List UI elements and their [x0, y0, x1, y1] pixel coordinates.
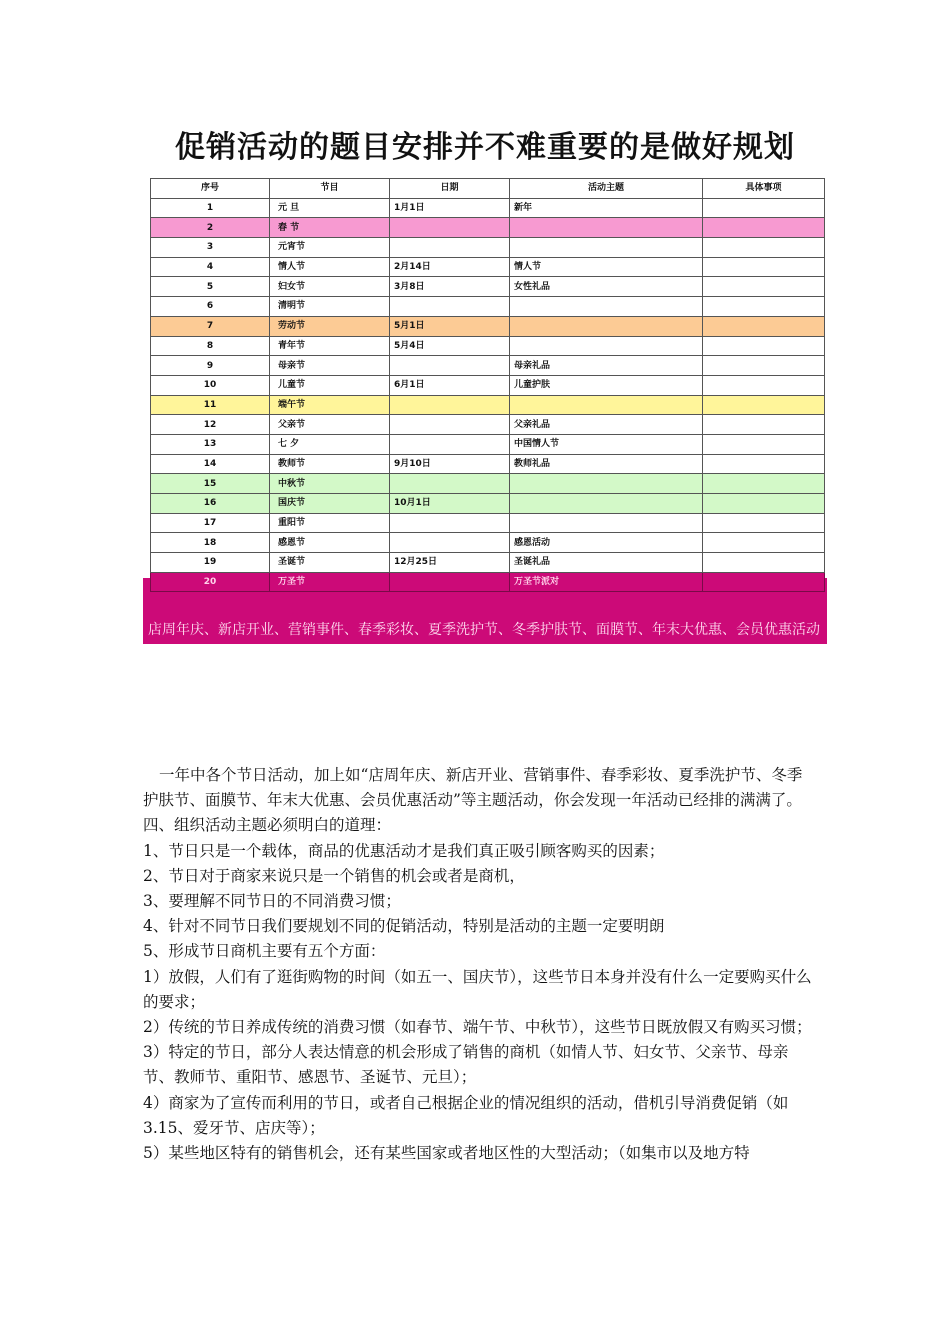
- cell-date: 9月10日: [390, 454, 510, 474]
- cell-note: [703, 513, 825, 533]
- header-no: 序号: [151, 179, 270, 199]
- header-date: 日期: [390, 179, 510, 199]
- table-row: [151, 336, 825, 356]
- subpoint-2: 2）传统的节日养成传统的消费习惯（如春节、端午节、中秋节），这些节日既放假又有购买习惯；: [143, 1018, 812, 1037]
- table-row: [151, 415, 825, 435]
- figure-title: 促销活动的题目安排并不难重要的是做好规划: [175, 130, 795, 165]
- cell-festival: 万圣节: [270, 572, 390, 592]
- cell-festival: 圣诞节: [270, 553, 390, 573]
- cell-no: 6: [151, 297, 270, 317]
- table-row: [151, 218, 825, 238]
- cell-theme: [510, 494, 703, 514]
- cell-no: 15: [151, 474, 270, 494]
- cell-note: [703, 218, 825, 238]
- table-row: [151, 553, 825, 573]
- cell-festival: 春 节: [270, 218, 390, 238]
- cell-note: [703, 297, 825, 317]
- cell-festival: 端午节: [270, 395, 390, 415]
- cell-date: [390, 218, 510, 238]
- cell-date: [390, 356, 510, 376]
- cell-theme: [510, 316, 703, 336]
- cell-no: 12: [151, 415, 270, 435]
- cell-no: 13: [151, 434, 270, 454]
- cell-no: 9: [151, 356, 270, 376]
- subpoint-3: 3）特定的节日，部分人表达情意的机会形成了销售的商机（如情人节、妇女节、父亲节、母亲节、教师节、重阳节、感恩节、圣诞节、元旦）；: [143, 1043, 789, 1087]
- cell-note: [703, 474, 825, 494]
- table-row: [151, 434, 825, 454]
- cell-no: 10: [151, 375, 270, 395]
- cell-note: [703, 572, 825, 592]
- cell-theme: 万圣节派对: [510, 572, 703, 592]
- cell-date: [390, 513, 510, 533]
- cell-festival: 国庆节: [270, 494, 390, 514]
- header-note: 具体事项: [703, 179, 825, 199]
- point-5: 5、形成节日商机主要有五个方面：: [143, 942, 386, 961]
- cell-theme: 中国情人节: [510, 434, 703, 454]
- cell-theme: [510, 513, 703, 533]
- table-row: [151, 277, 825, 297]
- cell-festival: 元 旦: [270, 198, 390, 218]
- point-1: 1、节日只是一个载体，商品的优惠活动才是我们真正吸引顾客购买的因素；: [143, 841, 665, 860]
- cell-date: [390, 572, 510, 592]
- cell-note: [703, 238, 825, 258]
- cell-theme: 儿童护肤: [510, 375, 703, 395]
- cell-theme: [510, 395, 703, 415]
- cell-date: [390, 434, 510, 454]
- cell-note: [703, 533, 825, 553]
- cell-theme: 父亲礼品: [510, 415, 703, 435]
- cell-date: 12月25日: [390, 553, 510, 573]
- cell-festival: 教师节: [270, 454, 390, 474]
- cell-date: [390, 297, 510, 317]
- cell-no: 1: [151, 198, 270, 218]
- cell-no: 4: [151, 257, 270, 277]
- cell-festival: 儿童节: [270, 375, 390, 395]
- cell-theme: 圣诞礼品: [510, 553, 703, 573]
- table-row: [151, 395, 825, 415]
- cell-note: [703, 454, 825, 474]
- cell-note: [703, 198, 825, 218]
- cell-date: 1月1日: [390, 198, 510, 218]
- cell-note: [703, 395, 825, 415]
- cell-festival: 感恩节: [270, 533, 390, 553]
- subpoint-5: 5）某些地区特有的销售机会，还有某些国家或者地区性的大型活动；（如集市以及地方特: [143, 1144, 750, 1163]
- table-row: [151, 297, 825, 317]
- cell-no: 19: [151, 553, 270, 573]
- cell-no: 17: [151, 513, 270, 533]
- cell-no: 16: [151, 494, 270, 514]
- table-row: [151, 316, 825, 336]
- table-row: [151, 198, 825, 218]
- cell-note: [703, 415, 825, 435]
- cell-festival: 元宵节: [270, 238, 390, 258]
- cell-no: 7: [151, 316, 270, 336]
- table-row: [151, 494, 825, 514]
- cell-no: 8: [151, 336, 270, 356]
- cell-theme: 教师礼品: [510, 454, 703, 474]
- cell-date: [390, 415, 510, 435]
- cell-note: [703, 356, 825, 376]
- cell-theme: [510, 336, 703, 356]
- cell-date: [390, 395, 510, 415]
- point-3: 3、要理解不同节日的不同消费习惯；: [143, 892, 401, 911]
- table-row: [151, 238, 825, 258]
- cell-note: [703, 316, 825, 336]
- cell-no: 3: [151, 238, 270, 258]
- cell-festival: 情人节: [270, 257, 390, 277]
- table-row: [151, 572, 825, 592]
- table-row: [151, 356, 825, 376]
- cell-theme: 母亲礼品: [510, 356, 703, 376]
- cell-date: [390, 533, 510, 553]
- cell-theme: [510, 238, 703, 258]
- festival-schedule-table: [150, 178, 825, 592]
- cell-date: 5月1日: [390, 316, 510, 336]
- schedule-figure: [143, 108, 827, 644]
- section-heading: 四、组织活动主题必须明白的道理：: [143, 816, 392, 835]
- cell-no: 5: [151, 277, 270, 297]
- intro-paragraph: 一年中各个节日活动，加上如“店周年庆、新店开业、营销事件、春季彩妆、夏季洗护节、冬季护肤节、面膜节、年末大优惠、会员优惠活动”等主题活动，你会发现一年活动已经排的满满了。: [143, 766, 803, 810]
- cell-festival: 劳动节: [270, 316, 390, 336]
- cell-no: 11: [151, 395, 270, 415]
- cell-theme: 感恩活动: [510, 533, 703, 553]
- cell-festival: 七 夕: [270, 434, 390, 454]
- point-2: 2、节日对于商家来说只是一个销售的机会或者是商机，: [143, 866, 525, 885]
- cell-date: 5月4日: [390, 336, 510, 356]
- cell-theme: [510, 218, 703, 238]
- subpoint-4: 4）商家为了宣传而利用的节日，或者自己根据企业的情况组织的活动，借机引导消费促销（如3.15、爱牙节、店庆等）；: [143, 1093, 789, 1137]
- cell-date: 10月1日: [390, 494, 510, 514]
- cell-festival: 青年节: [270, 336, 390, 356]
- point-4: 4、针对不同节日我们要规划不同的促销活动，特别是活动的主题一定要明朗: [143, 917, 665, 936]
- cell-theme: [510, 474, 703, 494]
- cell-festival: 母亲节: [270, 356, 390, 376]
- table-row: [151, 257, 825, 277]
- cell-note: [703, 434, 825, 454]
- header-theme: 活动主题: [510, 179, 703, 199]
- cell-theme: 新年: [510, 198, 703, 218]
- cell-note: [703, 494, 825, 514]
- table-header-row: [151, 179, 825, 199]
- cell-festival: 妇女节: [270, 277, 390, 297]
- cell-festival: 中秋节: [270, 474, 390, 494]
- cell-theme: 情人节: [510, 257, 703, 277]
- table-row: [151, 533, 825, 553]
- cell-date: [390, 238, 510, 258]
- cell-festival: 重阳节: [270, 513, 390, 533]
- cell-festival: 清明节: [270, 297, 390, 317]
- cell-note: [703, 277, 825, 297]
- table-row: [151, 375, 825, 395]
- cell-theme: 女性礼品: [510, 277, 703, 297]
- table-row: [151, 513, 825, 533]
- cell-date: 2月14日: [390, 257, 510, 277]
- subpoint-1: 1）放假，人们有了逛街购物的时间（如五一、国庆节），这些节日本身并没有什么一定要购买什么的要求；: [143, 967, 812, 1011]
- cell-note: [703, 375, 825, 395]
- cell-theme: [510, 297, 703, 317]
- cell-note: [703, 553, 825, 573]
- cell-date: 3月8日: [390, 277, 510, 297]
- table-body: [151, 198, 825, 592]
- table-row: [151, 474, 825, 494]
- cell-festival: 父亲节: [270, 415, 390, 435]
- cell-date: 6月1日: [390, 375, 510, 395]
- article-body: [143, 763, 813, 1166]
- cell-no: 20: [151, 572, 270, 592]
- cell-no: 18: [151, 533, 270, 553]
- table-row: [151, 454, 825, 474]
- cell-no: 2: [151, 218, 270, 238]
- header-festival: 节目: [270, 179, 390, 199]
- cell-note: [703, 336, 825, 356]
- cell-note: [703, 257, 825, 277]
- banner-text: 店周年庆、新店开业、营销事件、春季彩妆、夏季洗护节、冬季护肤节、面膜节、年末大优惠、会员优惠活动: [148, 622, 820, 638]
- cell-no: 14: [151, 454, 270, 474]
- cell-date: [390, 474, 510, 494]
